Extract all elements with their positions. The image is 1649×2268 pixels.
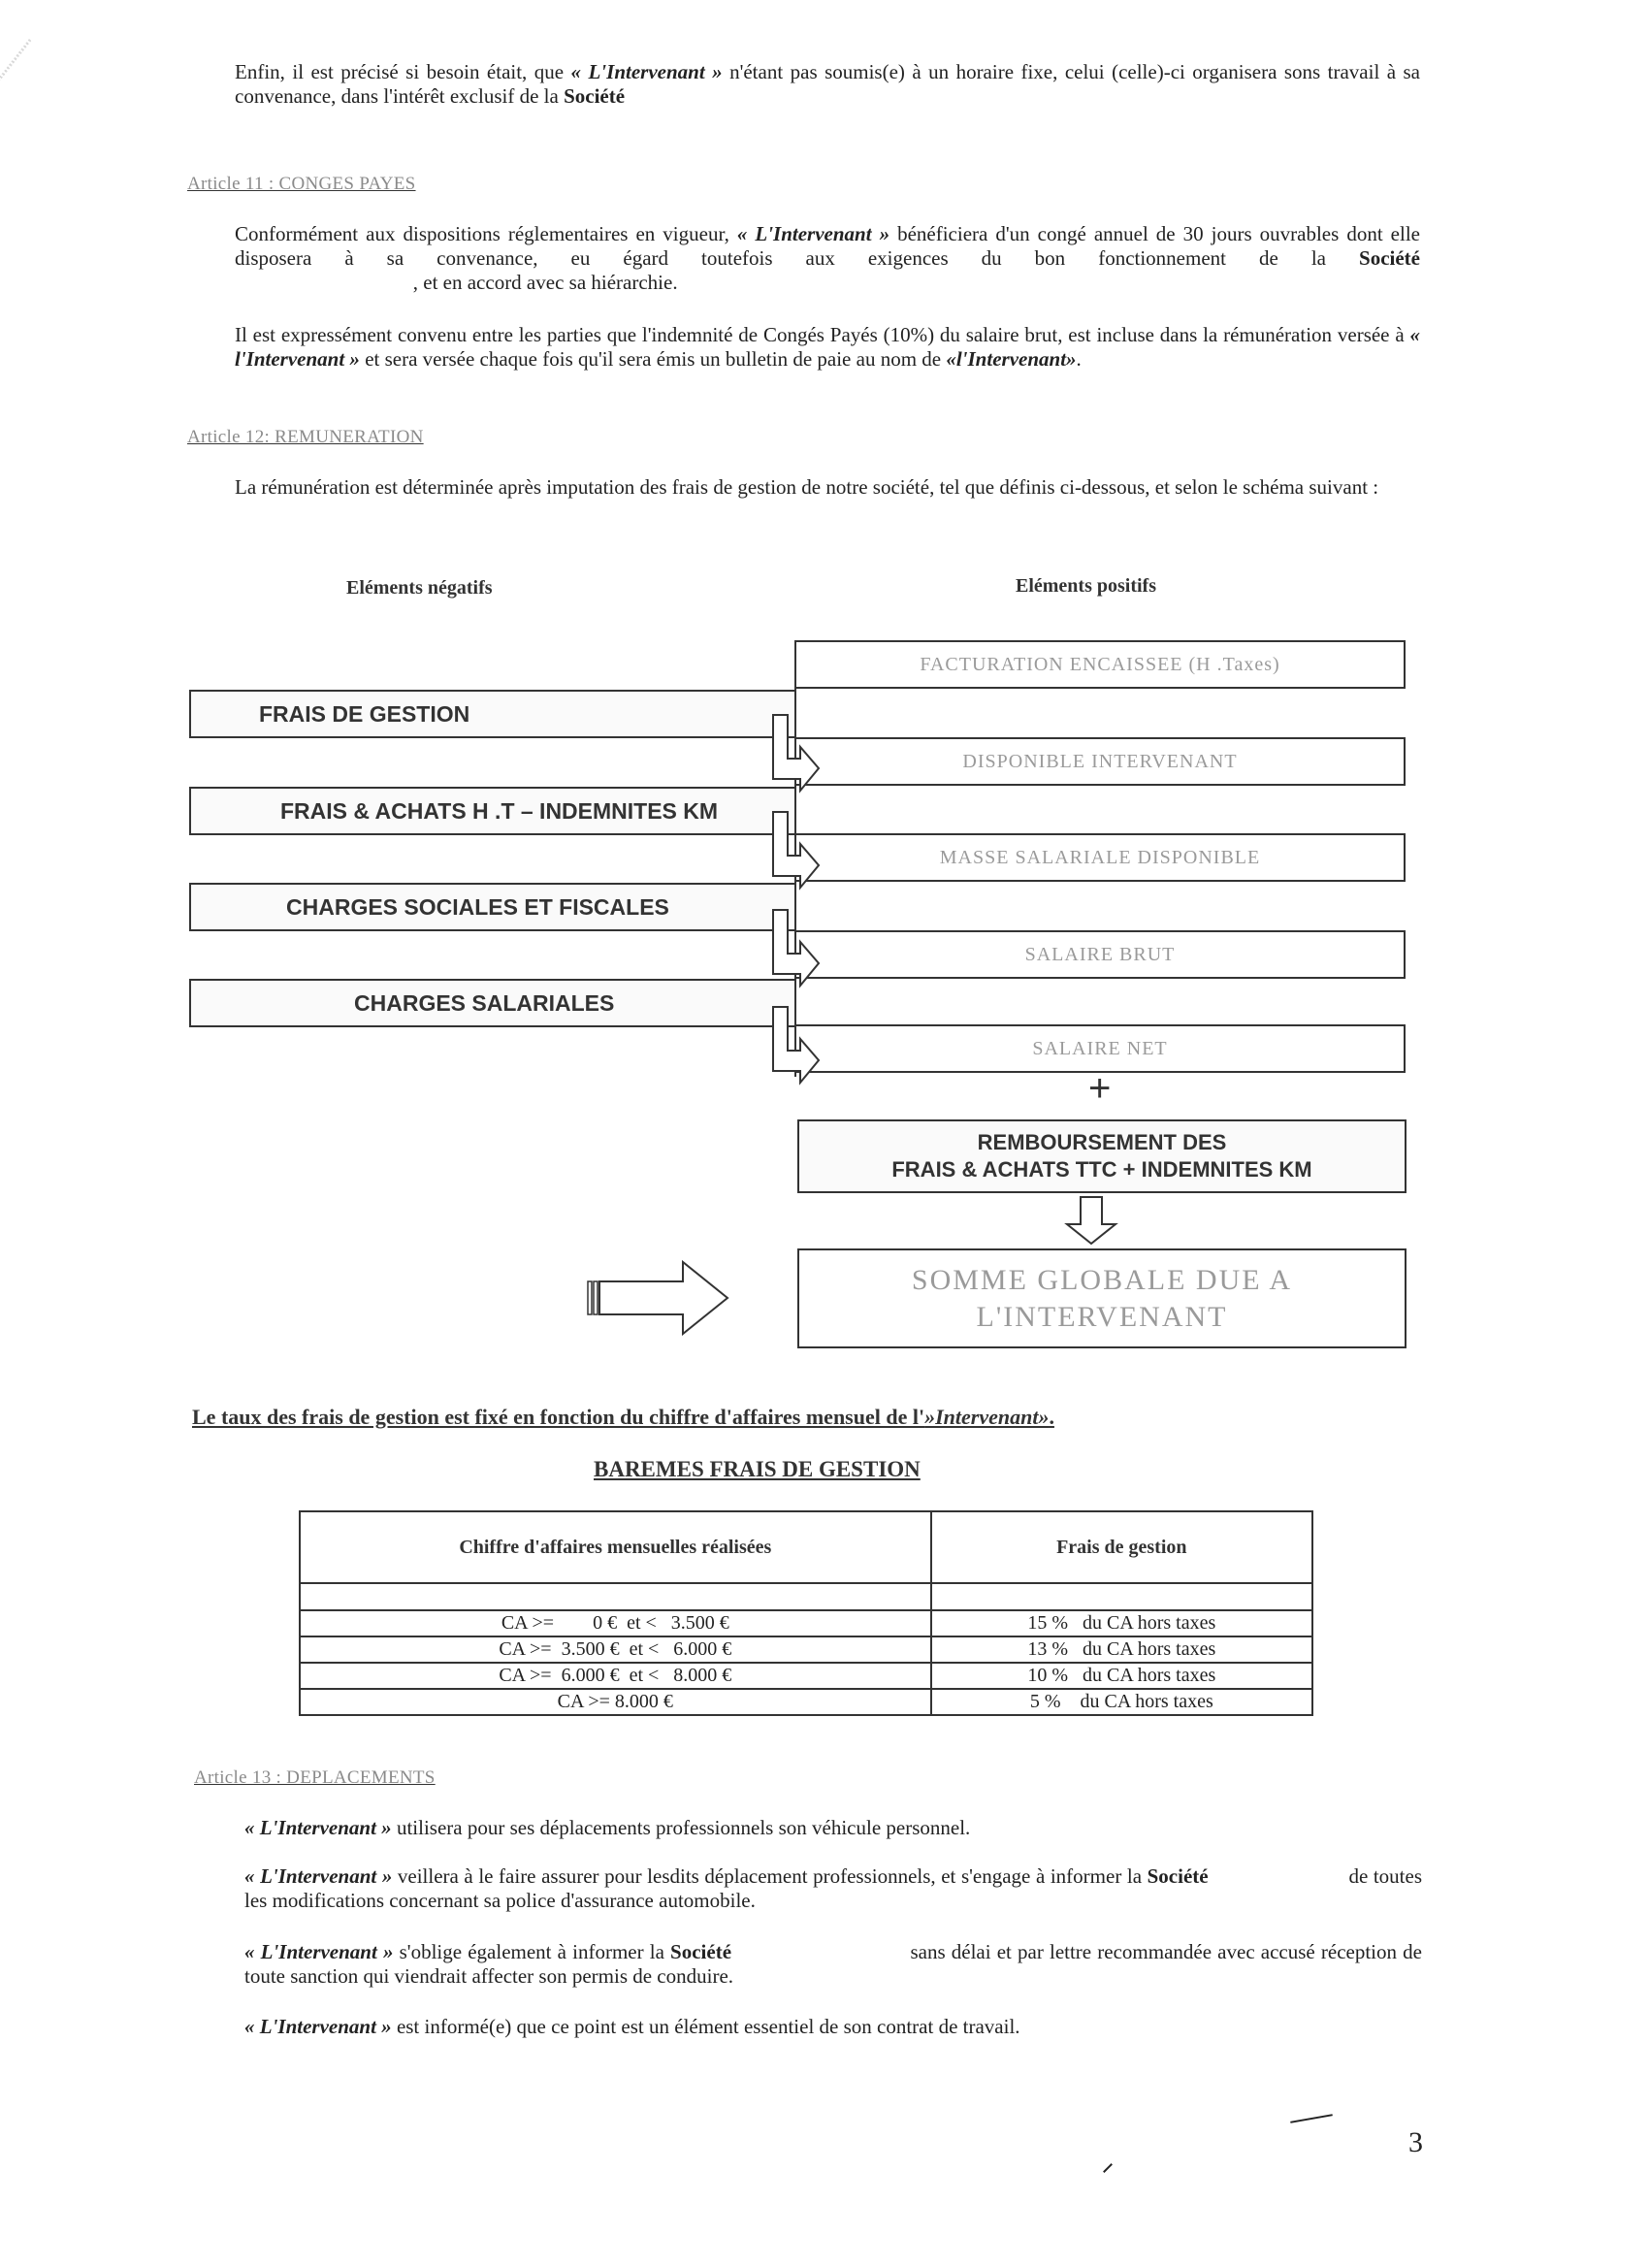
para-text: est informé(e) que ce point est un élément essentiel de son contrat de travail. xyxy=(391,2015,1020,2038)
article-13-paragraph-1 xyxy=(244,1816,1422,1840)
article-12-intro: La rémunération est déterminée après imputation des frais de gestion de notre société, tel que définis ci-dessous, et selon le schéma suivant : xyxy=(235,475,1379,499)
societe-term: Société xyxy=(564,84,626,108)
header-frais: Frais de gestion xyxy=(931,1511,1312,1583)
article-11-heading: Article 11 : CONGES PAYES xyxy=(187,174,416,194)
article-13-paragraph-2 xyxy=(244,1864,1428,1913)
article-13-paragraph-3 xyxy=(244,1940,1428,1989)
range-cell: CA >= 8.000 € xyxy=(300,1689,931,1715)
page-number: 3 xyxy=(1408,2126,1423,2158)
positive-elements-title: Eléments positifs xyxy=(1016,575,1156,597)
rule-text: . xyxy=(1049,1405,1054,1429)
l-arrow-icon xyxy=(771,810,829,897)
positive-box-masse-salariale xyxy=(794,833,1406,882)
negative-box-charges-sociales xyxy=(189,883,796,931)
header-ca: Chiffre d'affaires mensuelles réalisées xyxy=(300,1511,931,1583)
negative-box-charges-salariales xyxy=(189,979,796,1027)
box-label: SOMME GLOBALE DUE A xyxy=(911,1263,1293,1296)
para-text: Il est expressément convenu entre les parties que l'indemnité de Congés Payés (10%) du salaire brut, est incluse dans la rémunération versée à xyxy=(235,323,1410,346)
negative-box-frais-achats xyxy=(189,787,796,835)
box-label: FRAIS & ACHATS TTC + INDEMNITES KM xyxy=(891,1157,1312,1182)
signature-mark xyxy=(1103,2163,1113,2173)
box-label: DISPONIBLE INTERVENANT xyxy=(962,750,1238,772)
intervenant-term: « L'Intervenant » xyxy=(244,1864,393,1888)
societe-term: Société xyxy=(1147,1864,1209,1888)
box-label: L'INTERVENANT xyxy=(976,1300,1228,1333)
article-13-heading: Article 13 : DEPLACEMENTS xyxy=(194,1767,436,1788)
positive-box-disponible xyxy=(794,737,1406,786)
range-cell: CA >= 3.500 € et < 6.000 € xyxy=(300,1636,931,1663)
positive-box-salaire-brut xyxy=(794,930,1406,979)
l-arrow-icon xyxy=(771,713,829,800)
table-cell xyxy=(300,1583,931,1610)
article-12-heading: Article 12: REMUNERATION xyxy=(187,427,424,447)
box-label: MASSE SALARIALE DISPONIBLE xyxy=(939,846,1261,868)
positive-box-facturation xyxy=(794,640,1406,689)
fee-cell: 10 % du CA hors taxes xyxy=(931,1663,1312,1689)
table-row xyxy=(300,1689,1312,1715)
table-cell xyxy=(931,1583,1312,1610)
intro-text: Enfin, il est précisé si besoin était, que xyxy=(235,60,571,83)
range-cell: CA >= 0 € et < 3.500 € xyxy=(300,1610,931,1636)
box-label: FRAIS & ACHATS H .T – INDEMNITES KM xyxy=(280,797,719,824)
table-row xyxy=(300,1610,1312,1636)
signature-mark xyxy=(1290,2114,1333,2123)
para-text: veillera à le faire assurer pour lesdits déplacement professionnels, et s'engage à informer la xyxy=(392,1864,1148,1888)
intervenant-term: «l'Intervenant» xyxy=(946,347,1077,371)
down-arrow-icon xyxy=(1064,1195,1118,1246)
fee-cell: 13 % du CA hors taxes xyxy=(931,1636,1312,1663)
fee-cell: 15 % du CA hors taxes xyxy=(931,1610,1312,1636)
para-text: de toutes les modifications concernant sa police d'assurance automobile. xyxy=(244,1864,1428,1912)
fee-rule-statement xyxy=(192,1405,1054,1430)
article-13-paragraph-4 xyxy=(244,2015,1422,2039)
box-label: FACTURATION ENCAISSEE (H .Taxes) xyxy=(920,653,1280,675)
scan-artifact xyxy=(0,39,31,240)
l-arrow-icon xyxy=(771,1005,829,1092)
intro-paragraph xyxy=(235,60,1420,109)
bareme-title: BAREMES FRAIS DE GESTION xyxy=(594,1457,921,1481)
total-due-box xyxy=(797,1248,1406,1348)
plus-sign: + xyxy=(1088,1067,1112,1110)
intervenant-term: « L'Intervenant » xyxy=(244,1940,394,1963)
para-text: Conformément aux dispositions réglementaires en vigueur, xyxy=(235,222,737,245)
box-label: CHARGES SOCIALES ET FISCALES xyxy=(286,893,669,920)
intervenant-term: « L'Intervenant » xyxy=(244,1816,392,1839)
intervenant-term: »Intervenant» xyxy=(924,1405,1050,1429)
table-row xyxy=(300,1663,1312,1689)
positive-box-salaire-net xyxy=(794,1024,1406,1073)
reimbursement-box xyxy=(797,1119,1406,1193)
rule-text: Le taux des frais de gestion est fixé en fonction du chiffre d'affaires mensuel de l' xyxy=(192,1405,925,1429)
right-arrow-icon xyxy=(586,1258,731,1336)
intervenant-term: « L'Intervenant » xyxy=(570,60,723,83)
fee-cell: 5 % du CA hors taxes xyxy=(931,1689,1312,1715)
table-row xyxy=(300,1636,1312,1663)
intervenant-term: « l'Intervenant » xyxy=(235,323,1420,371)
para-text: , et en accord avec sa hiérarchie. xyxy=(235,271,678,294)
para-text: sans délai et par lettre recommandée avec accusé réception de toute sanction qui viendrait affecter son permis de conduire. xyxy=(244,1940,1428,1988)
intro-text: n'étant pas soumis(e) à un horaire fixe, celui (celle)-ci organisera sons travail à sa convenance, dans l'intérêt exclusif de la xyxy=(235,60,1420,108)
negative-box-frais-gestion xyxy=(189,690,796,738)
para-text: s'oblige également à informer la xyxy=(393,1940,671,1963)
range-cell: CA >= 6.000 € et < 8.000 € xyxy=(300,1663,931,1689)
negative-elements-title: Eléments négatifs xyxy=(346,577,493,599)
article-11-paragraph-2 xyxy=(235,323,1420,372)
box-label: SALAIRE BRUT xyxy=(1024,943,1176,965)
para-text: bénéficiera d'un congé annuel de 30 jours ouvrables dont elle disposera à sa convenance, eu égard toutefois aux exigences du bon fonctionnement de la xyxy=(235,222,1420,270)
intervenant-term: « L'Intervenant » xyxy=(736,222,890,245)
para-text: et sera versée chaque fois qu'il sera émis un bulletin de paie au nom de xyxy=(359,347,947,371)
intervenant-term: « L'Intervenant » xyxy=(244,2015,392,2038)
box-label: REMBOURSEMENT DES xyxy=(977,1130,1227,1154)
article-11-paragraph-1 xyxy=(235,222,1420,295)
para-text: . xyxy=(1076,347,1082,371)
bareme-table xyxy=(299,1510,1313,1716)
table-row-empty xyxy=(300,1583,1312,1610)
box-label: SALAIRE NET xyxy=(1032,1037,1168,1059)
societe-term: Société xyxy=(1359,246,1420,270)
l-arrow-icon xyxy=(771,908,829,995)
para-text: utilisera pour ses déplacements professionnels son véhicule personnel. xyxy=(391,1816,971,1839)
societe-term: Société xyxy=(670,1940,732,1963)
table-header-row xyxy=(300,1511,1312,1583)
box-label: FRAIS DE GESTION xyxy=(259,700,470,727)
box-label: CHARGES SALARIALES xyxy=(354,989,615,1016)
